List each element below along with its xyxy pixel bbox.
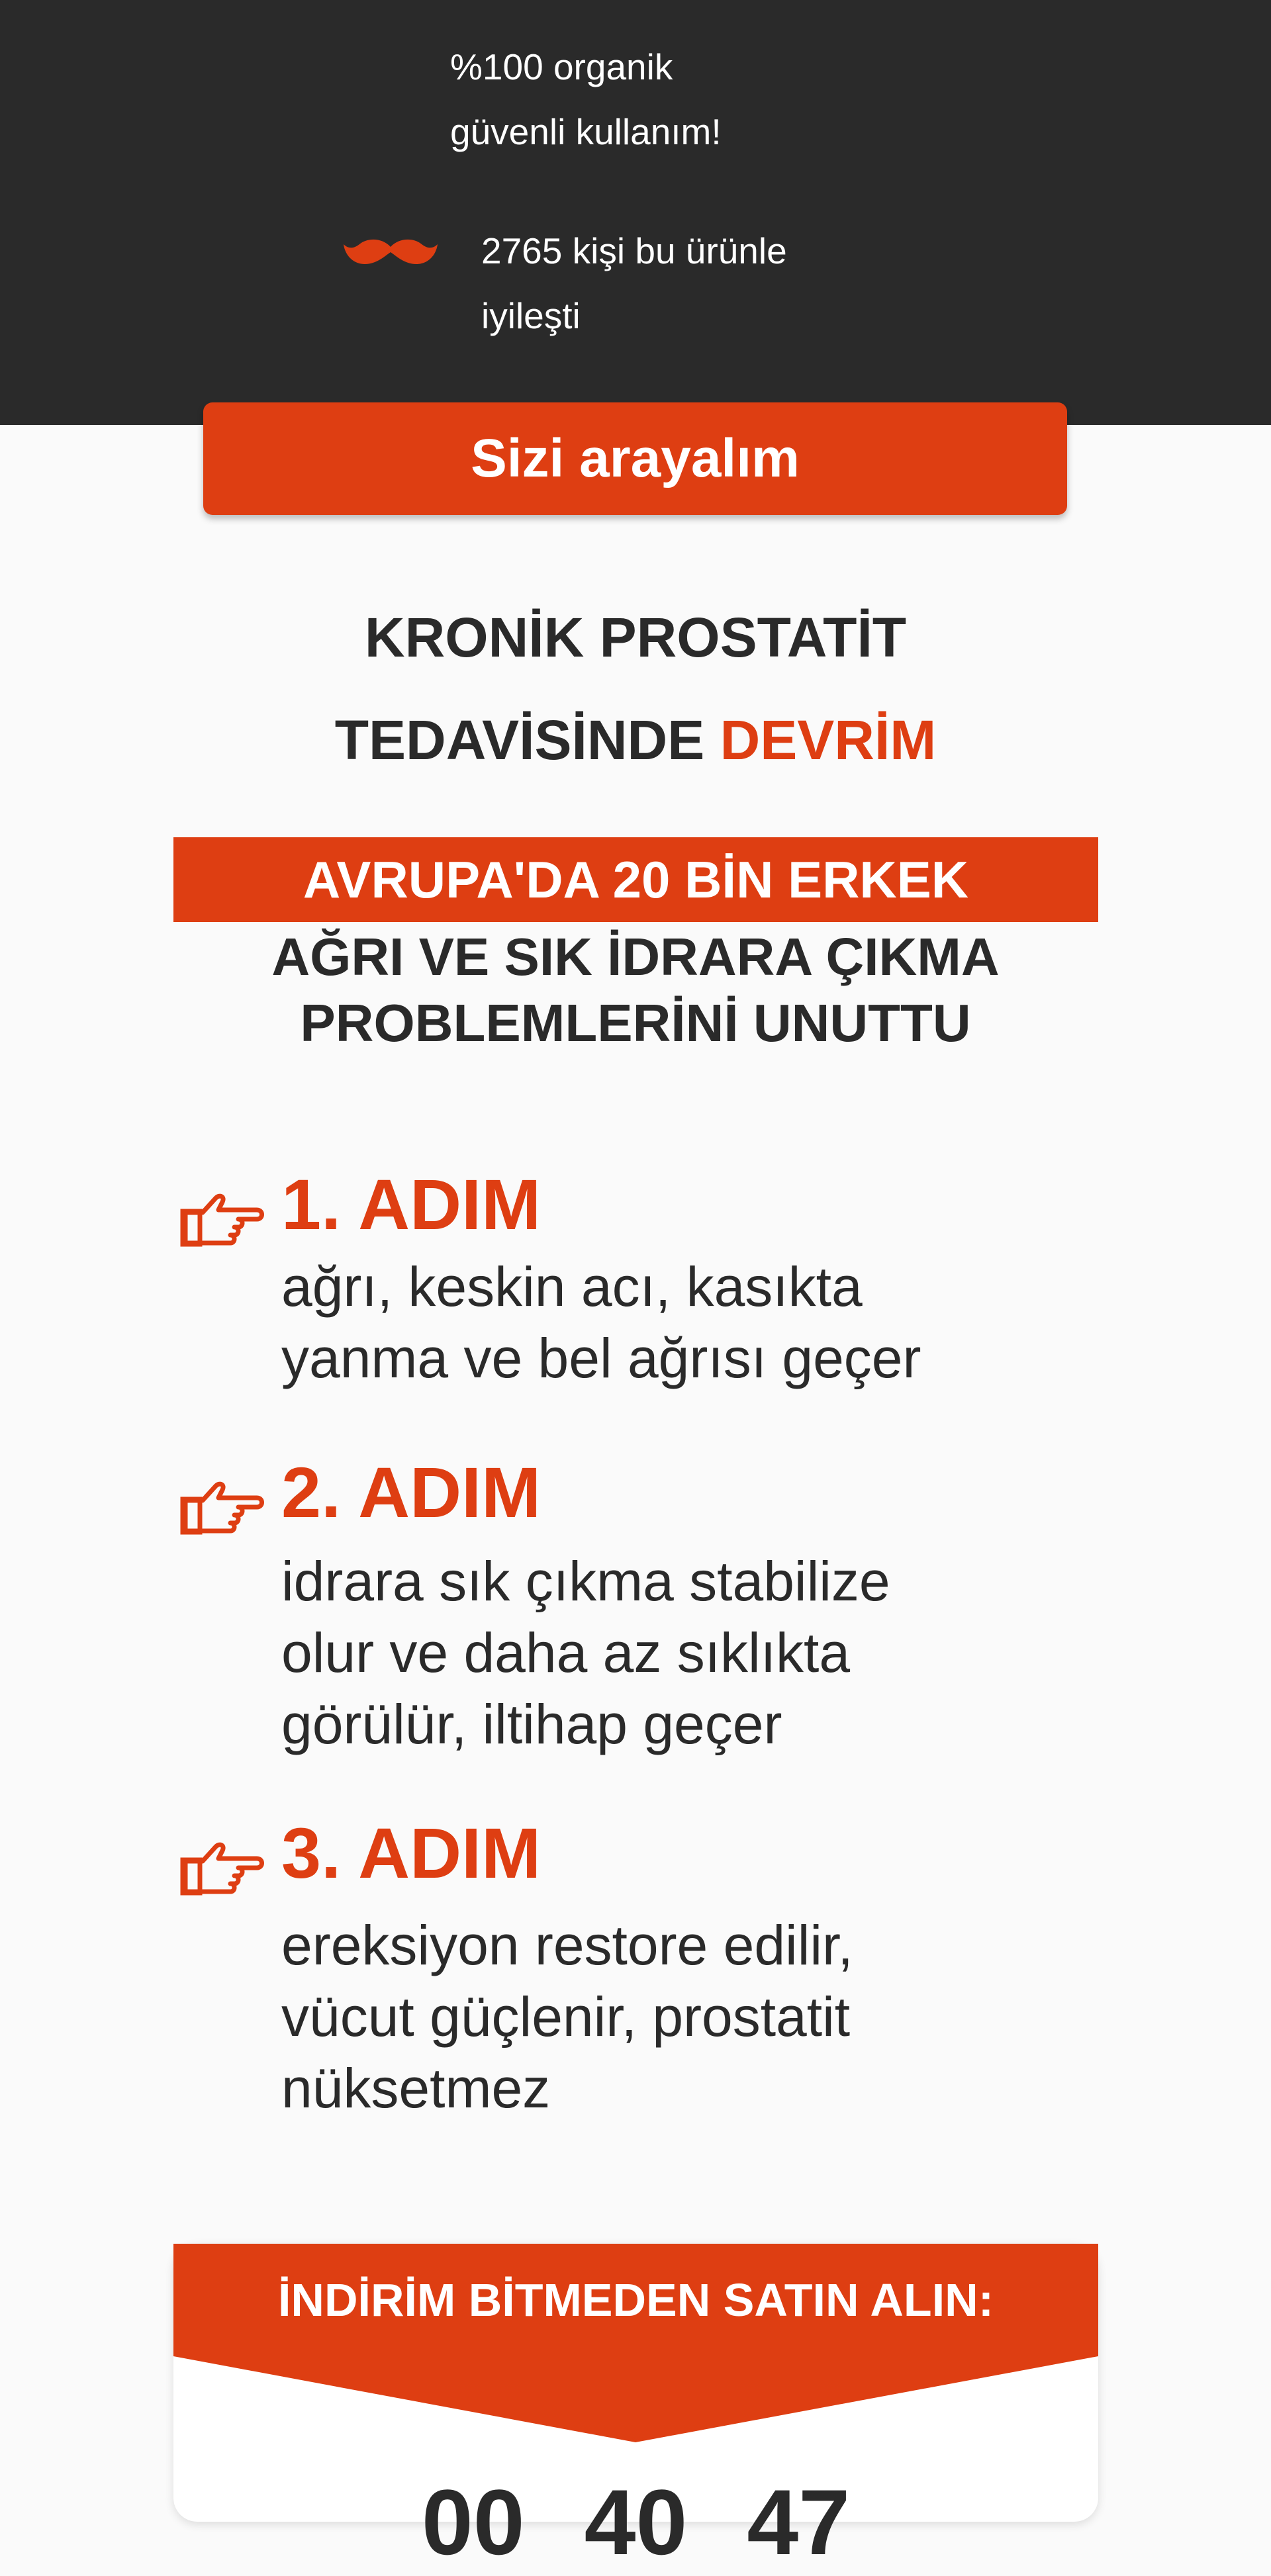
step-3-desc-line: nüksetmez (281, 2057, 551, 2119)
healed-line-1: 2765 kişi bu ürünle (481, 230, 787, 271)
organic-line-1: %100 organik (450, 46, 673, 87)
step-1-desc-line: yanma ve bel ağrısı geçer (281, 1327, 921, 1389)
step-2-desc-line: olur ve daha az sıklıkta (281, 1622, 851, 1684)
headline-line-2 (0, 708, 1271, 772)
healed-line-2: iyileşti (481, 295, 581, 336)
headline-line-1: KRONİK PROSTATİT (364, 606, 907, 668)
step-2-title: 2. ADIM (281, 1452, 541, 1532)
organic-info (450, 34, 914, 164)
pointing-hand-icon (179, 1185, 266, 1251)
step-3-desc-line: vücut güçlenir, prostatit (281, 1986, 851, 2048)
step-2-description (281, 1545, 1109, 1760)
headline-line-2-prefix: TEDAVİSİNDE (334, 709, 720, 771)
step-1-desc-line: ağrı, keskin acı, kasıkta (281, 1256, 863, 1318)
top-info-band (0, 0, 1271, 425)
step-1-description (281, 1251, 1109, 1394)
step-2-desc-line: görülür, iltihap geçer (281, 1693, 782, 1755)
step-2-desc-line: idrara sık çıkma stabilize (281, 1550, 890, 1612)
call-me-button[interactable]: Sizi arayalım (203, 402, 1067, 515)
discount-header: İNDİRİM BİTMEDEN SATIN ALIN: (173, 2244, 1098, 2356)
step-3-description (281, 1909, 1109, 2124)
countdown-timer (173, 2469, 1098, 2576)
healed-count-info (481, 218, 945, 348)
pointing-hand-icon (179, 1833, 266, 1900)
subhead-line-2: PROBLEMLERİNİ UNUTTU (300, 993, 971, 1052)
discount-countdown-card (173, 2244, 1098, 2574)
organic-line-2: güvenli kullanım! (450, 111, 722, 152)
europe-banner-strip: AVRUPA'DA 20 BİN ERKEK (173, 837, 1098, 922)
subhead-line-1: AĞRI VE SIK İDRARA ÇIKMA (271, 927, 1000, 986)
countdown-seconds: 47 (747, 2470, 851, 2574)
countdown-minutes: 40 (584, 2470, 688, 2574)
pointing-hand-icon (179, 1473, 266, 1539)
step-3-title: 3. ADIM (281, 1813, 541, 1893)
countdown-hours: 00 (421, 2470, 525, 2574)
step-1-title: 1. ADIM (281, 1164, 541, 1244)
headline-accent: DEVRİM (720, 709, 937, 771)
step-3-desc-line: ereksiyon restore edilir, (281, 1914, 853, 1976)
discount-chevron (173, 2356, 1098, 2442)
mustache-icon (341, 235, 440, 275)
